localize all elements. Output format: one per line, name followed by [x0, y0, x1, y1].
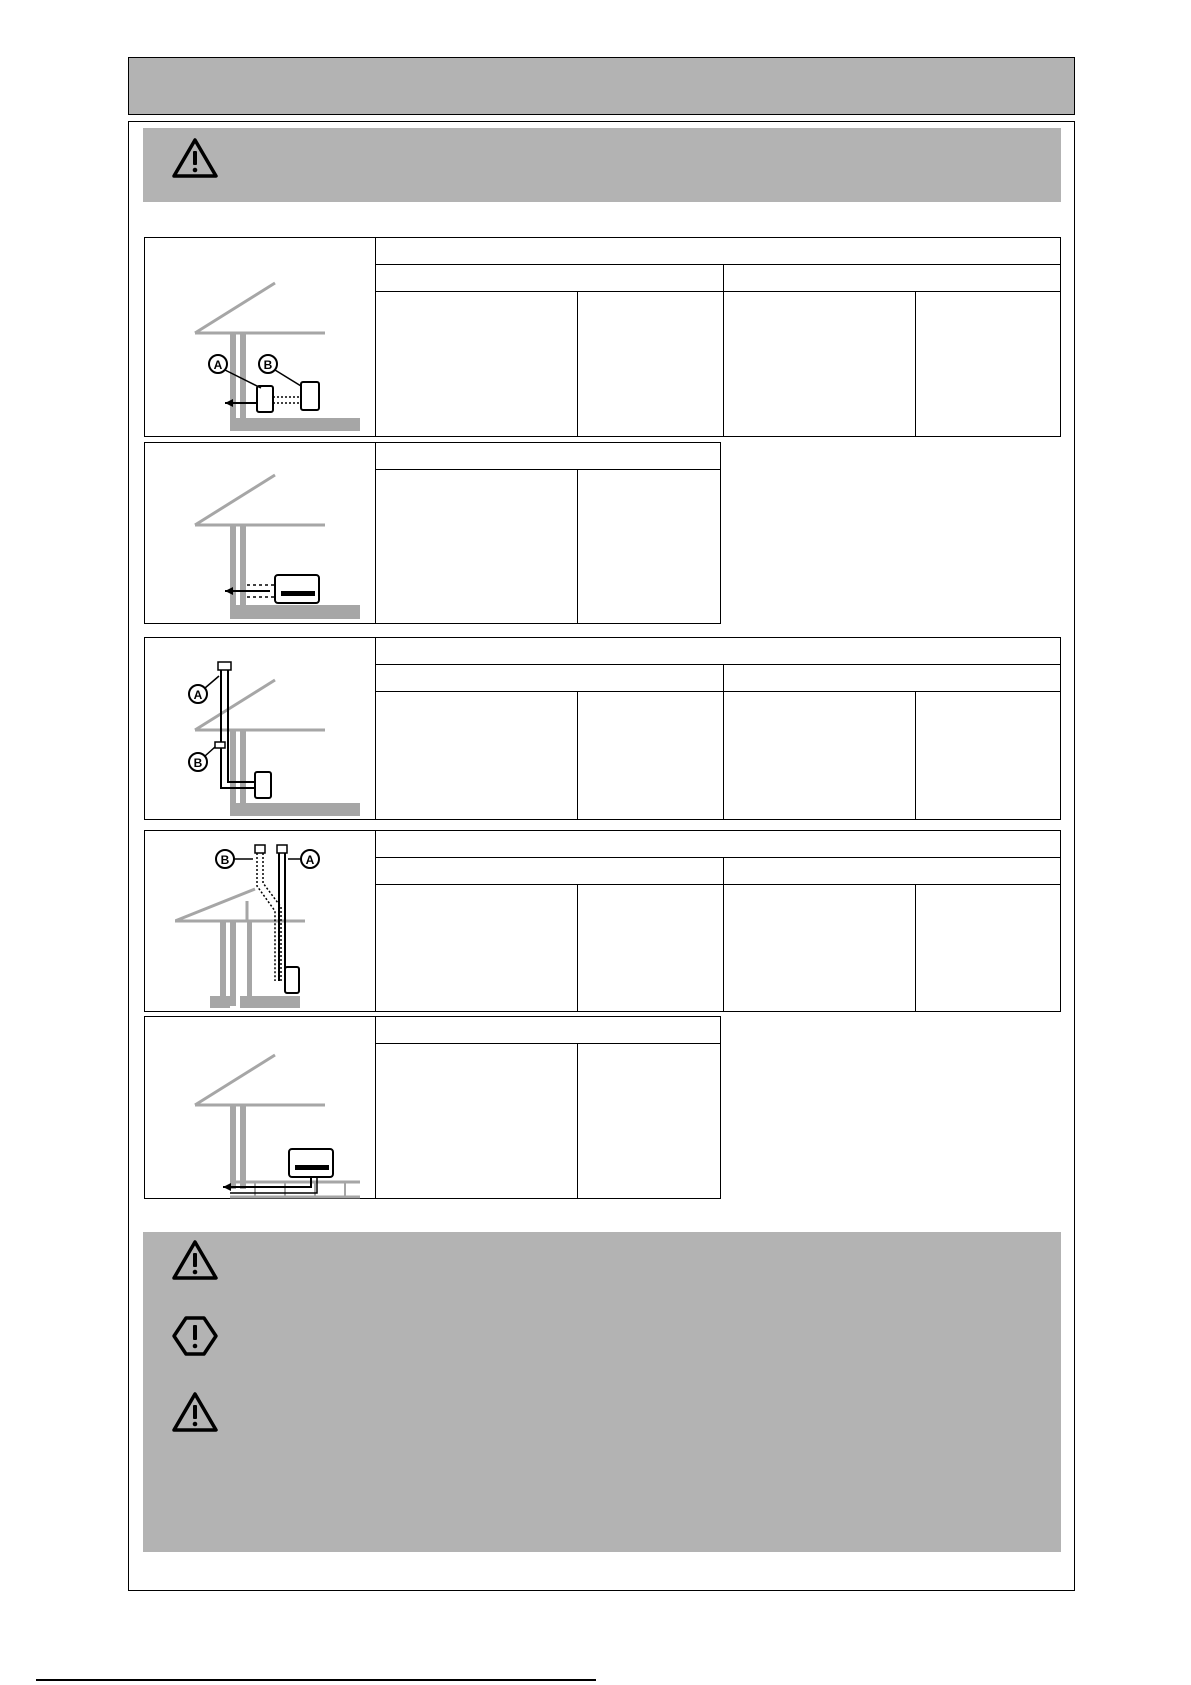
header-bar — [128, 57, 1075, 115]
vent-option-row-2 — [144, 442, 721, 624]
warning-panel-top — [143, 128, 1061, 202]
svg-text:B: B — [220, 853, 230, 867]
vent-option-row-4 — [144, 830, 1061, 1012]
twin-pipe-horizontal-diagram — [185, 258, 365, 436]
vent-option-row-3 — [144, 637, 1061, 820]
svg-text:A: A — [305, 853, 315, 867]
concentric-floor-diagram — [185, 1037, 365, 1199]
notice-panel-bottom — [143, 1232, 1061, 1552]
footer-rule — [36, 1679, 596, 1681]
twin-pipe-vertical-roof-diagram — [175, 841, 365, 1011]
caution-octagon-icon — [170, 1314, 220, 1358]
svg-text:B: B — [263, 358, 273, 372]
vent-option-row-1 — [144, 237, 1061, 437]
warning-triangle-icon — [170, 1390, 220, 1434]
svg-text:B: B — [193, 756, 203, 770]
svg-text:A: A — [213, 358, 223, 372]
warning-triangle-icon — [170, 136, 220, 180]
twin-pipe-roof-wall-diagram — [175, 658, 365, 820]
vent-option-row-5 — [144, 1016, 721, 1199]
svg-text:A: A — [193, 688, 203, 702]
concentric-horizontal-diagram — [185, 463, 365, 623]
warning-triangle-icon — [170, 1238, 220, 1282]
